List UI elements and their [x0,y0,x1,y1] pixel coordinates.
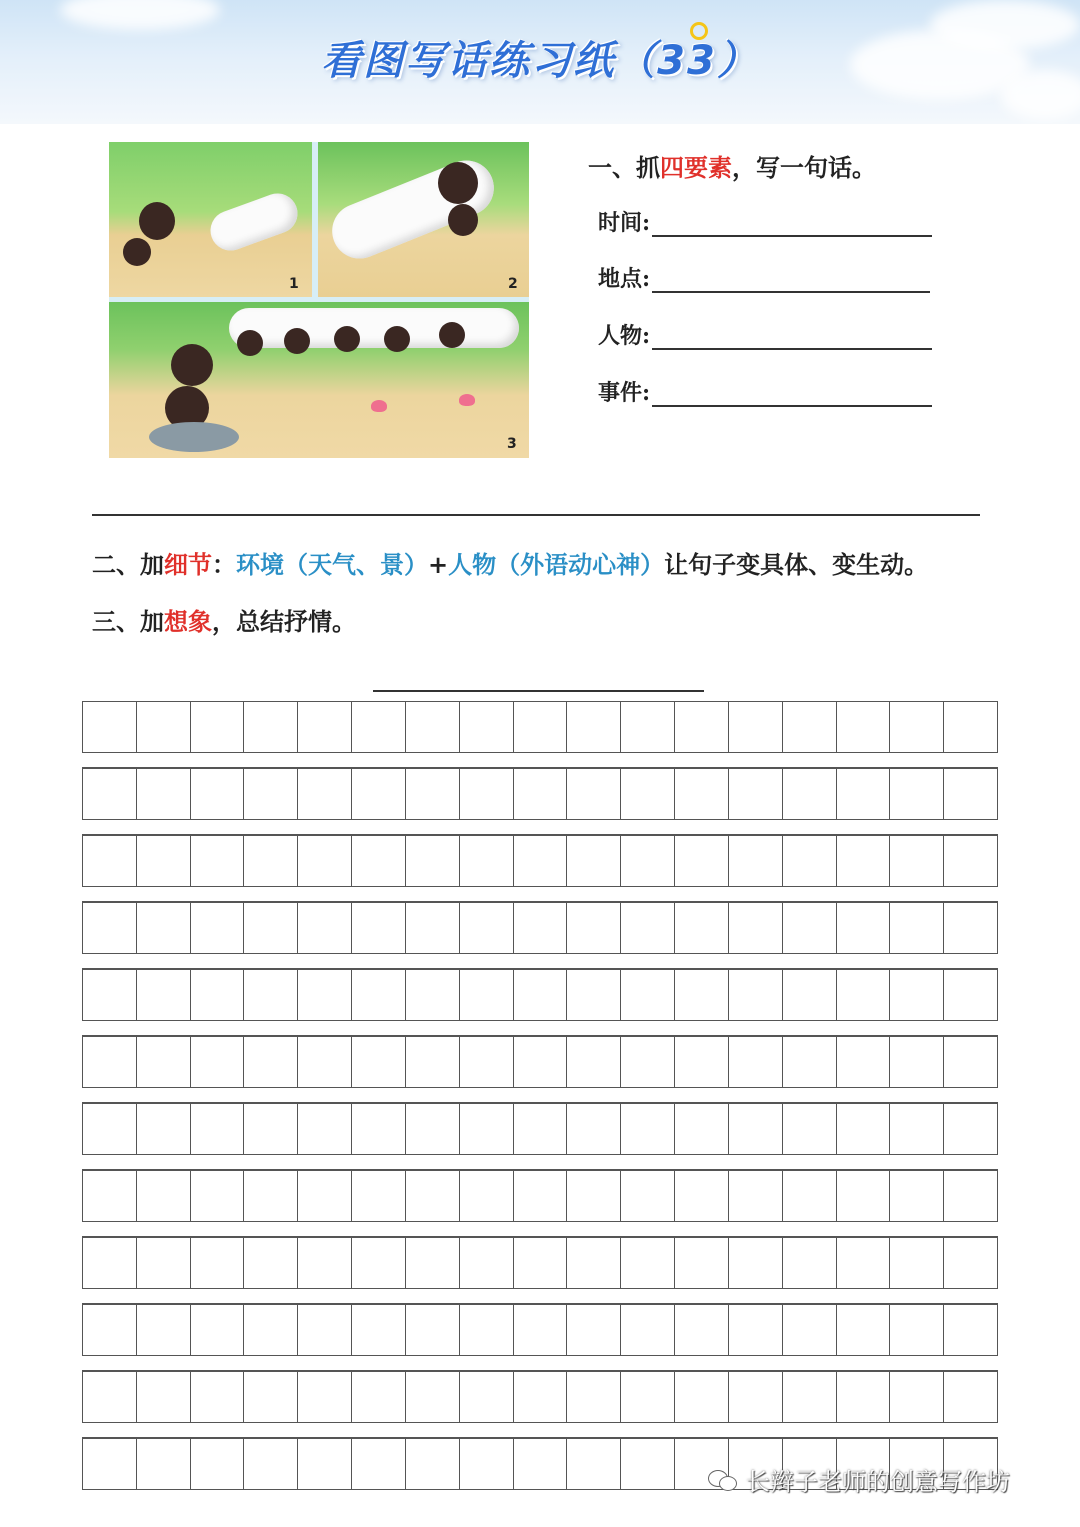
panel-number: 3 [507,436,517,452]
grid-cell[interactable] [837,1037,891,1087]
grid-cell[interactable] [352,1372,406,1422]
grid-cell[interactable] [191,702,245,752]
grid-cell[interactable] [244,1238,298,1288]
grid-cell[interactable] [514,1372,568,1422]
grid-cell[interactable] [298,1171,352,1221]
grid-cell[interactable] [675,1104,729,1154]
grid-cell[interactable] [944,970,997,1020]
field-person [598,319,932,350]
grid-cell[interactable] [514,903,568,953]
grid-cell[interactable] [729,1037,783,1087]
grid-cell[interactable] [298,769,352,819]
grid-cell[interactable] [783,970,837,1020]
grid-cell[interactable] [460,702,514,752]
grid-cell[interactable] [406,1439,460,1489]
grid-cell[interactable] [567,1439,621,1489]
grid-cell[interactable] [944,702,997,752]
grid-cell[interactable] [352,970,406,1020]
grid-cell[interactable] [352,1171,406,1221]
grid-cell[interactable] [191,1305,245,1355]
grid-cell[interactable] [621,1305,675,1355]
grid-cell[interactable] [244,1372,298,1422]
sparkle-icon [690,22,708,40]
grid-cell[interactable] [837,1372,891,1422]
grid-cell[interactable] [406,702,460,752]
field-label: 时间: [598,210,651,236]
grid-cell[interactable] [944,1104,997,1154]
grid-cell[interactable] [137,1104,191,1154]
grid-cell[interactable] [406,903,460,953]
page-title: 看图写话练习纸（33） [321,37,759,84]
grid-cell[interactable] [137,903,191,953]
grid-cell[interactable] [890,1037,944,1087]
grid-row [82,835,998,887]
grid-cell[interactable] [837,1171,891,1221]
watermark [708,1462,1010,1497]
grid-cell[interactable] [890,1305,944,1355]
section-1-heading [588,148,876,183]
grid-cell[interactable] [191,1372,245,1422]
grid-cell[interactable] [137,836,191,886]
field-time [598,206,932,237]
grid-cell[interactable] [890,903,944,953]
illustration-panel-2 [318,142,529,297]
grid-cell[interactable] [137,1238,191,1288]
grid-cell[interactable] [675,1037,729,1087]
grid-cell[interactable] [460,970,514,1020]
section-2-suffix: 让句子变具体、变生动。 [664,550,929,579]
grid-cell[interactable] [890,1372,944,1422]
grid-cell[interactable] [460,1171,514,1221]
grid-cell[interactable] [406,1104,460,1154]
grid-cell[interactable] [191,1439,245,1489]
grid-cell[interactable] [298,1439,352,1489]
grid-cell[interactable] [783,836,837,886]
grid-cell[interactable] [514,1238,568,1288]
grid-cell[interactable] [298,1037,352,1087]
grid-cell[interactable] [83,903,137,953]
grid-cell[interactable] [837,836,891,886]
grid-cell[interactable] [460,769,514,819]
grid-cell[interactable] [83,1171,137,1221]
section-2-prefix: 二、加 [92,550,164,579]
grid-row [82,1371,998,1423]
section-1-suffix: ，写一句话。 [732,153,876,182]
grid-cell[interactable] [567,970,621,1020]
essay-title-line[interactable] [373,690,704,692]
grid-cell[interactable] [191,1238,245,1288]
grid-cell[interactable] [729,702,783,752]
section-1-prefix: 一、抓 [588,153,660,182]
grid-cell[interactable] [514,1171,568,1221]
grid-cell[interactable] [837,903,891,953]
grid-cell[interactable] [298,903,352,953]
grid-cell[interactable] [675,1305,729,1355]
grid-cell[interactable] [137,1439,191,1489]
grid-cell[interactable] [890,769,944,819]
grid-cell[interactable] [890,1171,944,1221]
grid-cell[interactable] [83,702,137,752]
grid-cell[interactable] [83,1305,137,1355]
grid-cell[interactable] [244,970,298,1020]
grid-cell[interactable] [406,1372,460,1422]
wechat-icon [708,1468,738,1492]
grid-cell[interactable] [244,903,298,953]
grid-cell[interactable] [944,836,997,886]
grid-cell[interactable] [137,769,191,819]
grid-cell[interactable] [621,1238,675,1288]
panel-number: 1 [289,276,299,292]
illustration-panel-3 [109,302,529,458]
grid-row [82,768,998,820]
grid-cell[interactable] [191,769,245,819]
grid-cell[interactable] [783,769,837,819]
grid-cell[interactable] [191,1171,245,1221]
grid-cell[interactable] [783,1372,837,1422]
grid-cell[interactable] [837,1305,891,1355]
grid-row [82,701,998,753]
grid-cell[interactable] [567,702,621,752]
grid-cell[interactable] [514,1037,568,1087]
grid-cell[interactable] [837,1238,891,1288]
grid-cell[interactable] [514,1104,568,1154]
grid-cell[interactable] [83,1238,137,1288]
answer-line-person[interactable] [652,320,932,350]
section-2-colon: ： [212,550,236,579]
grid-cell[interactable] [729,769,783,819]
grid-cell[interactable] [890,836,944,886]
grid-cell[interactable] [890,1104,944,1154]
section-3-heading [92,602,356,637]
grid-cell[interactable] [729,1171,783,1221]
grid-cell[interactable] [675,1171,729,1221]
grid-cell[interactable] [729,1238,783,1288]
grid-cell[interactable] [137,1037,191,1087]
grid-cell[interactable] [298,702,352,752]
grid-cell[interactable] [298,1238,352,1288]
section-1-highlight: 四要素 [660,153,732,182]
grid-cell[interactable] [514,1439,568,1489]
grid-cell[interactable] [191,903,245,953]
grid-cell[interactable] [83,970,137,1020]
grid-cell[interactable] [460,836,514,886]
section-2-heading [92,545,928,580]
grid-cell[interactable] [567,836,621,886]
field-place [598,262,930,293]
grid-cell[interactable] [83,769,137,819]
illustration-panel-1 [109,142,312,297]
grid-cell[interactable] [352,1104,406,1154]
grid-cell[interactable] [621,1171,675,1221]
separator-line [92,514,980,516]
answer-line-place[interactable] [652,263,930,293]
grid-cell[interactable] [675,836,729,886]
grid-cell[interactable] [244,1171,298,1221]
grid-cell[interactable] [514,970,568,1020]
answer-line-time[interactable] [652,207,932,237]
field-label: 事件: [598,380,651,406]
section-2-environment: 环境（天气、景） [236,550,428,579]
grid-cell[interactable] [514,769,568,819]
grid-cell[interactable] [244,1104,298,1154]
section-3-suffix: ，总结抒情。 [212,607,356,636]
grid-cell[interactable] [83,1104,137,1154]
grid-cell[interactable] [837,702,891,752]
grid-cell[interactable] [460,1238,514,1288]
grid-cell[interactable] [514,836,568,886]
grid-cell[interactable] [460,1305,514,1355]
grid-cell[interactable] [783,1037,837,1087]
grid-cell[interactable] [191,1037,245,1087]
grid-cell[interactable] [460,1439,514,1489]
grid-cell[interactable] [675,769,729,819]
grid-cell[interactable] [567,1171,621,1221]
grid-cell[interactable] [406,1171,460,1221]
grid-cell[interactable] [567,1104,621,1154]
section-3-prefix: 三、加 [92,607,164,636]
grid-cell[interactable] [406,1238,460,1288]
grid-cell[interactable] [191,1104,245,1154]
grid-cell[interactable] [621,1037,675,1087]
grid-cell[interactable] [352,836,406,886]
grid-cell[interactable] [729,1305,783,1355]
grid-cell[interactable] [621,769,675,819]
grid-cell[interactable] [729,836,783,886]
answer-line-event[interactable] [652,377,932,407]
grid-cell[interactable] [621,970,675,1020]
grid-cell[interactable] [352,903,406,953]
grid-cell[interactable] [621,1372,675,1422]
section-2-highlight: 细节 [164,550,212,579]
grid-cell[interactable] [83,836,137,886]
grid-cell[interactable] [352,1439,406,1489]
grid-cell[interactable] [460,1037,514,1087]
grid-row [82,1103,998,1155]
grid-row [82,1304,998,1356]
grid-row [82,1170,998,1222]
grid-row [82,969,998,1021]
grid-cell[interactable] [406,836,460,886]
grid-cell[interactable] [137,1305,191,1355]
grid-cell[interactable] [460,1104,514,1154]
header-banner [0,0,1080,124]
grid-cell[interactable] [621,836,675,886]
grid-cell[interactable] [890,970,944,1020]
grid-cell[interactable] [944,1372,997,1422]
grid-cell[interactable] [406,769,460,819]
grid-cell[interactable] [460,903,514,953]
grid-cell[interactable] [406,970,460,1020]
grid-cell[interactable] [944,1238,997,1288]
grid-cell[interactable] [621,1104,675,1154]
grid-cell[interactable] [783,1171,837,1221]
grid-cell[interactable] [567,1238,621,1288]
grid-cell[interactable] [837,769,891,819]
grid-cell[interactable] [298,1305,352,1355]
grid-cell[interactable] [729,903,783,953]
grid-row [82,1237,998,1289]
grid-cell[interactable] [137,970,191,1020]
grid-cell[interactable] [783,1305,837,1355]
watermark-text: 长辫子老师的创意写作坊 [746,1468,1010,1496]
grid-cell[interactable] [729,1372,783,1422]
grid-cell[interactable] [567,903,621,953]
grid-cell[interactable] [191,970,245,1020]
grid-cell[interactable] [137,1171,191,1221]
grid-cell[interactable] [298,836,352,886]
grid-cell[interactable] [675,903,729,953]
grid-row [82,1036,998,1088]
grid-cell[interactable] [837,970,891,1020]
field-label: 地点: [598,266,651,292]
grid-cell[interactable] [298,1372,352,1422]
grid-cell[interactable] [244,702,298,752]
illustration [109,142,529,458]
grid-cell[interactable] [944,903,997,953]
grid-cell[interactable] [514,1305,568,1355]
grid-cell[interactable] [783,1238,837,1288]
section-2-plus: + [428,550,449,579]
grid-cell[interactable] [621,903,675,953]
grid-cell[interactable] [406,1305,460,1355]
grid-cell[interactable] [675,1372,729,1422]
grid-cell[interactable] [137,1372,191,1422]
grid-cell[interactable] [890,702,944,752]
grid-cell[interactable] [675,1238,729,1288]
grid-cell[interactable] [729,1104,783,1154]
grid-cell[interactable] [83,1372,137,1422]
grid-cell[interactable] [621,1439,675,1489]
grid-cell[interactable] [83,1439,137,1489]
grid-cell[interactable] [890,1238,944,1288]
grid-cell[interactable] [137,702,191,752]
grid-cell[interactable] [621,702,675,752]
grid-cell[interactable] [514,702,568,752]
grid-cell[interactable] [406,1037,460,1087]
section-3-highlight: 想象 [164,607,212,636]
section-2-person: 人物（外语动心神） [448,550,665,579]
grid-cell[interactable] [352,769,406,819]
grid-cell[interactable] [675,970,729,1020]
grid-row [82,902,998,954]
grid-cell[interactable] [191,836,245,886]
field-label: 人物: [598,323,651,349]
grid-cell[interactable] [675,702,729,752]
grid-cell[interactable] [944,769,997,819]
grid-cell[interactable] [244,769,298,819]
grid-cell[interactable] [944,1305,997,1355]
grid-cell[interactable] [944,1171,997,1221]
grid-cell[interactable] [783,903,837,953]
grid-cell[interactable] [83,1037,137,1087]
grid-cell[interactable] [783,1104,837,1154]
grid-cell[interactable] [244,836,298,886]
grid-cell[interactable] [567,769,621,819]
grid-cell[interactable] [298,1104,352,1154]
grid-cell[interactable] [567,1372,621,1422]
grid-cell[interactable] [352,1238,406,1288]
grid-cell[interactable] [567,1037,621,1087]
grid-cell[interactable] [352,1305,406,1355]
grid-cell[interactable] [944,1037,997,1087]
grid-cell[interactable] [244,1037,298,1087]
panel-number: 2 [508,276,518,292]
grid-cell[interactable] [352,1037,406,1087]
grid-cell[interactable] [567,1305,621,1355]
grid-cell[interactable] [244,1439,298,1489]
field-event [598,376,932,407]
grid-cell[interactable] [837,1104,891,1154]
grid-cell[interactable] [244,1305,298,1355]
grid-cell[interactable] [460,1372,514,1422]
grid-cell[interactable] [298,970,352,1020]
grid-cell[interactable] [352,702,406,752]
grid-cell[interactable] [729,970,783,1020]
grid-cell[interactable] [783,702,837,752]
